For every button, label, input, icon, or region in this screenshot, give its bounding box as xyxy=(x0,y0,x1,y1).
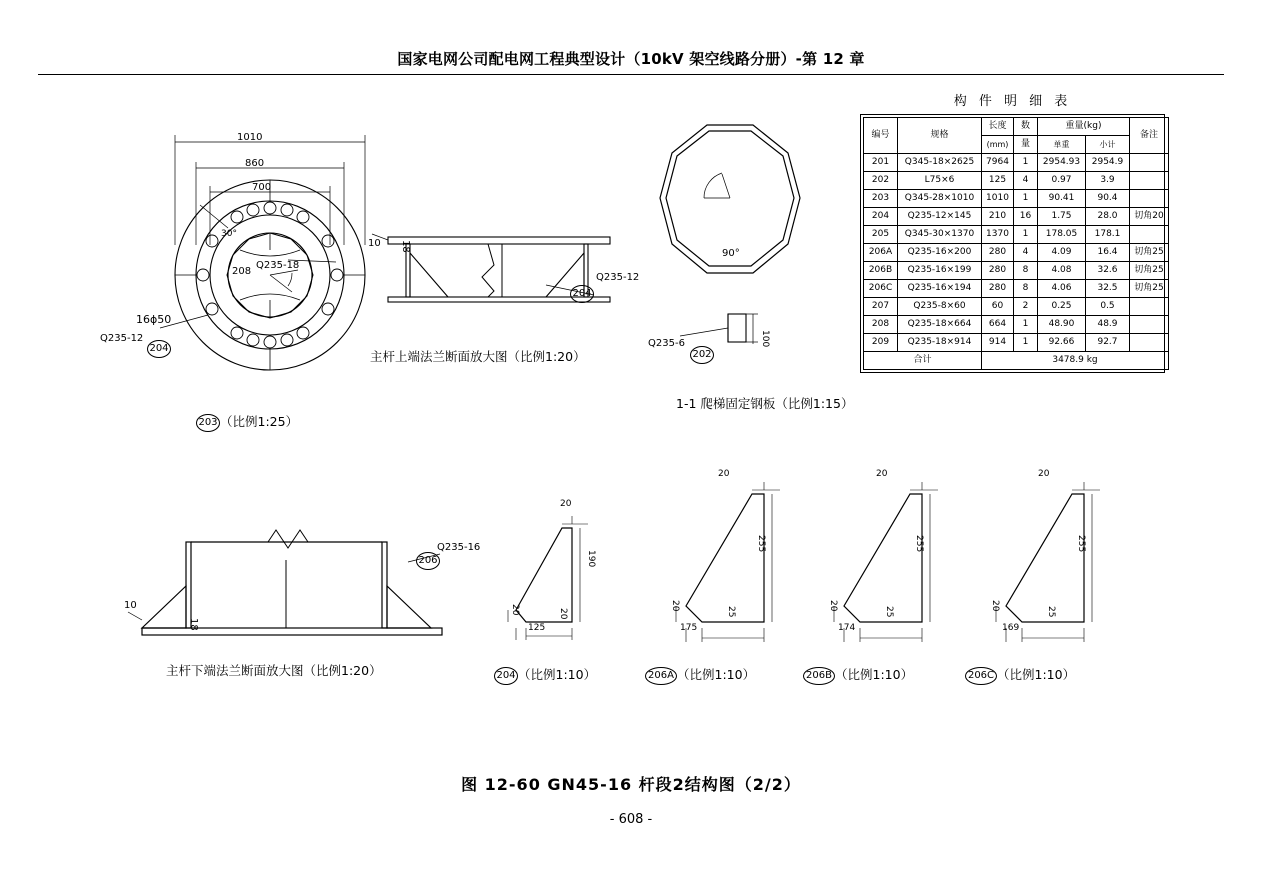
top-flange-section-caption: 主杆上端法兰断面放大图（比例1:20） xyxy=(370,349,586,364)
cell-id: 206B xyxy=(864,262,898,280)
callout-gusset-204: 204 xyxy=(494,667,518,685)
bom-th-note: 备注 xyxy=(1130,118,1169,154)
bom-total-row xyxy=(864,352,1169,370)
table-row xyxy=(864,280,1169,298)
table-row xyxy=(864,244,1169,262)
figure-203-caption xyxy=(196,412,298,432)
cell-length: 210 xyxy=(982,208,1014,226)
gusset-206a-dim-bottom: 175 xyxy=(680,623,698,633)
gusset-206c-caption xyxy=(965,665,1075,685)
cell-spec: Q235-12×145 xyxy=(898,208,982,226)
table-row xyxy=(864,154,1169,172)
gusset-206a-dim-corner: 25 xyxy=(726,606,736,618)
cell-unit-weight: 4.08 xyxy=(1038,262,1086,280)
bom-th-length: 长度 xyxy=(982,118,1014,136)
dim-thickness-18: 18 xyxy=(400,240,411,253)
cell-id: 204 xyxy=(864,208,898,226)
cell-qty: 4 xyxy=(1014,172,1038,190)
dim-1010: 1010 xyxy=(237,132,263,143)
callout-gusset-206a: 206A xyxy=(645,667,677,685)
dim-100: 100 xyxy=(760,330,770,348)
dim-860: 860 xyxy=(245,158,265,169)
table-row xyxy=(864,226,1169,244)
label-Q235-12-section: Q235-12 xyxy=(596,272,640,283)
cell-spec: Q235-16×200 xyxy=(898,244,982,262)
cell-id: 208 xyxy=(864,316,898,334)
callout-204 xyxy=(147,340,171,358)
bom-th-qty2: 量 xyxy=(1014,136,1038,154)
cell-id: 206C xyxy=(864,280,898,298)
cell-spec: Q235-16×199 xyxy=(898,262,982,280)
cell-sub-weight: 32.5 xyxy=(1086,280,1130,298)
dim-700: 700 xyxy=(252,182,272,193)
cell-length: 280 xyxy=(982,262,1014,280)
callout-204-section-bubble: 204 xyxy=(570,285,594,303)
gusset-206c-dim-left: 20 xyxy=(990,600,1000,612)
gusset-204-dim-right: 190 xyxy=(586,550,596,568)
cell-spec: L75×6 xyxy=(898,172,982,190)
cell-note: 切角25 xyxy=(1130,280,1169,298)
dim-angle-30: 30° xyxy=(221,229,237,239)
cell-sub-weight: 28.0 xyxy=(1086,208,1130,226)
cell-note: 切角20 xyxy=(1130,208,1169,226)
cell-note xyxy=(1130,154,1169,172)
cell-length: 125 xyxy=(982,172,1014,190)
label-Q235-16: Q235-16 xyxy=(437,542,481,553)
cell-id: 207 xyxy=(864,298,898,316)
dim-angle-90: 90° xyxy=(722,248,740,259)
cell-length: 7964 xyxy=(982,154,1014,172)
cell-sub-weight: 0.5 xyxy=(1086,298,1130,316)
gusset-206b-caption xyxy=(803,665,913,685)
gusset-206b-dim-top: 20 xyxy=(876,469,888,479)
gusset-206a-drawing xyxy=(660,480,820,660)
gusset-204-caption xyxy=(494,665,596,685)
gusset-204-drawing xyxy=(500,510,620,670)
cell-id: 201 xyxy=(864,154,898,172)
callout-206-bubble: 206 xyxy=(416,552,440,570)
callout-202 xyxy=(690,346,714,364)
cell-unit-weight: 4.06 xyxy=(1038,280,1086,298)
bom-total-label: 合计 xyxy=(864,352,982,370)
gusset-206b-scale: （比例1:10） xyxy=(835,667,914,682)
cell-note: 切角25 xyxy=(1130,244,1169,262)
gusset-204-dim-left: 20 xyxy=(510,604,520,616)
gusset-206b-drawing xyxy=(818,480,978,660)
bom-th-length-unit: (mm) xyxy=(982,136,1014,154)
gusset-206a-dim-top: 20 xyxy=(718,469,730,479)
bom-th-spec: 规格 xyxy=(898,118,982,154)
table-row xyxy=(864,190,1169,208)
cell-note: 切角25 xyxy=(1130,262,1169,280)
table-row xyxy=(864,208,1169,226)
header-rule xyxy=(38,74,1224,75)
bom-title: 构 件 明 细 表 xyxy=(953,94,1072,109)
cell-length: 664 xyxy=(982,316,1014,334)
callout-206 xyxy=(416,552,440,570)
cell-unit-weight: 178.05 xyxy=(1038,226,1086,244)
label-part-208: 208 xyxy=(232,266,252,277)
cell-note xyxy=(1130,298,1169,316)
gusset-206b-dim-right: 255 xyxy=(914,535,924,553)
gusset-204-dim-corner: 20 xyxy=(558,608,568,620)
label-Q235-12: Q235-12 xyxy=(100,333,144,344)
cell-sub-weight: 3.9 xyxy=(1086,172,1130,190)
cell-spec: Q345-30×1370 xyxy=(898,226,982,244)
page-number: - 608 - xyxy=(609,812,653,827)
gusset-206a-dim-right: 255 xyxy=(756,535,766,553)
cell-spec: Q235-18×914 xyxy=(898,334,982,352)
cell-note xyxy=(1130,316,1169,334)
bom-th-id: 编号 xyxy=(864,118,898,154)
figure-title: 图 12-60 GN45-16 杆段2结构图（2/2） xyxy=(461,775,801,794)
cell-qty: 1 xyxy=(1014,154,1038,172)
gusset-206a-caption xyxy=(645,665,755,685)
table-row xyxy=(864,298,1169,316)
gusset-206a-scale: （比例1:10） xyxy=(677,667,756,682)
cell-length: 1010 xyxy=(982,190,1014,208)
cell-qty: 1 xyxy=(1014,190,1038,208)
callout-gusset-206c: 206C xyxy=(965,667,997,685)
cell-unit-weight: 48.90 xyxy=(1038,316,1086,334)
callout-204-section xyxy=(570,285,594,303)
bom-th-sub-weight: 小计 xyxy=(1086,136,1130,154)
cell-length: 914 xyxy=(982,334,1014,352)
cell-id: 205 xyxy=(864,226,898,244)
cell-spec: Q345-28×1010 xyxy=(898,190,982,208)
gusset-204-scale: （比例1:10） xyxy=(518,667,597,682)
cell-unit-weight: 90.41 xyxy=(1038,190,1086,208)
bottom-flange-section-caption: 主杆下端法兰断面放大图（比例1:20） xyxy=(166,663,382,678)
cell-id: 203 xyxy=(864,190,898,208)
cell-qty: 8 xyxy=(1014,280,1038,298)
page-header-title: 国家电网公司配电网工程典型设计（10kV 架空线路分册）-第 12 章 xyxy=(397,50,865,68)
gusset-206b-dim-left: 20 xyxy=(828,600,838,612)
dim-16-phi-50: 16ϕ50 xyxy=(136,313,172,326)
gusset-206b-dim-corner: 25 xyxy=(884,606,894,618)
gusset-206c-drawing xyxy=(980,480,1140,660)
cell-unit-weight: 2954.93 xyxy=(1038,154,1086,172)
bom-total-value: 3478.9 kg xyxy=(982,352,1169,370)
label-Q235-6: Q235-6 xyxy=(648,338,685,349)
cell-unit-weight: 0.25 xyxy=(1038,298,1086,316)
callout-202-bubble: 202 xyxy=(690,346,714,364)
cell-qty: 4 xyxy=(1014,244,1038,262)
cell-qty: 8 xyxy=(1014,262,1038,280)
cell-id: 202 xyxy=(864,172,898,190)
cell-length: 1370 xyxy=(982,226,1014,244)
cell-sub-weight: 16.4 xyxy=(1086,244,1130,262)
callout-gusset-206b: 206B xyxy=(803,667,835,685)
cell-id: 206A xyxy=(864,244,898,262)
bottom-flange-section-drawing xyxy=(128,520,458,650)
cell-spec: Q235-16×194 xyxy=(898,280,982,298)
cell-spec: Q235-18×664 xyxy=(898,316,982,334)
cell-qty: 1 xyxy=(1014,334,1038,352)
cell-sub-weight: 2954.9 xyxy=(1086,154,1130,172)
figure-203-scale: （比例1:25） xyxy=(220,414,299,429)
cell-id: 209 xyxy=(864,334,898,352)
dim-thickness-10: 10 xyxy=(368,238,381,249)
cell-unit-weight: 0.97 xyxy=(1038,172,1086,190)
cell-sub-weight: 32.6 xyxy=(1086,262,1130,280)
cell-sub-weight: 48.9 xyxy=(1086,316,1130,334)
callout-203-bubble: 203 xyxy=(196,414,220,432)
table-row xyxy=(864,316,1169,334)
bom-header-row-1 xyxy=(864,118,1169,136)
bom-th-weight: 重量(kg) xyxy=(1038,118,1130,136)
label-Q235-18: Q235-18 xyxy=(256,260,300,271)
cell-note xyxy=(1130,226,1169,244)
cell-sub-weight: 92.7 xyxy=(1086,334,1130,352)
gusset-204-dim-bottom: 125 xyxy=(528,623,546,633)
cell-spec: Q345-18×2625 xyxy=(898,154,982,172)
gusset-206a-dim-left: 20 xyxy=(670,600,680,612)
cell-note xyxy=(1130,334,1169,352)
cell-unit-weight: 4.09 xyxy=(1038,244,1086,262)
cell-qty: 2 xyxy=(1014,298,1038,316)
cell-length: 60 xyxy=(982,298,1014,316)
gusset-206b-dim-bottom: 174 xyxy=(838,623,856,633)
cell-qty: 1 xyxy=(1014,226,1038,244)
bom-th-unit-weight: 单重 xyxy=(1038,136,1086,154)
bom-table xyxy=(863,117,1169,370)
cell-spec: Q235-8×60 xyxy=(898,298,982,316)
gusset-206c-dim-right: 255 xyxy=(1076,535,1086,553)
cell-qty: 1 xyxy=(1014,316,1038,334)
gusset-204-dim-top: 20 xyxy=(560,499,572,509)
gusset-206c-dim-bottom: 169 xyxy=(1002,623,1020,633)
dim-thickness-18-bottom: 18 xyxy=(188,618,199,631)
bom-th-qty: 数 xyxy=(1014,118,1038,136)
gusset-206c-dim-corner: 25 xyxy=(1046,606,1056,618)
callout-204-bubble: 204 xyxy=(147,340,171,358)
gusset-206c-dim-top: 20 xyxy=(1038,469,1050,479)
cell-length: 280 xyxy=(982,244,1014,262)
ladder-plate-caption: 1-1 爬梯固定钢板（比例1:15） xyxy=(676,396,854,411)
cell-sub-weight: 178.1 xyxy=(1086,226,1130,244)
table-row xyxy=(864,334,1169,352)
cell-note xyxy=(1130,172,1169,190)
gusset-206c-scale: （比例1:10） xyxy=(997,667,1076,682)
cell-unit-weight: 92.66 xyxy=(1038,334,1086,352)
bill-of-materials xyxy=(860,90,1165,373)
cell-unit-weight: 1.75 xyxy=(1038,208,1086,226)
dim-thickness-10-bottom: 10 xyxy=(124,600,137,611)
table-row xyxy=(864,172,1169,190)
cell-note xyxy=(1130,190,1169,208)
cell-length: 280 xyxy=(982,280,1014,298)
cell-sub-weight: 90.4 xyxy=(1086,190,1130,208)
table-row xyxy=(864,262,1169,280)
cell-qty: 16 xyxy=(1014,208,1038,226)
